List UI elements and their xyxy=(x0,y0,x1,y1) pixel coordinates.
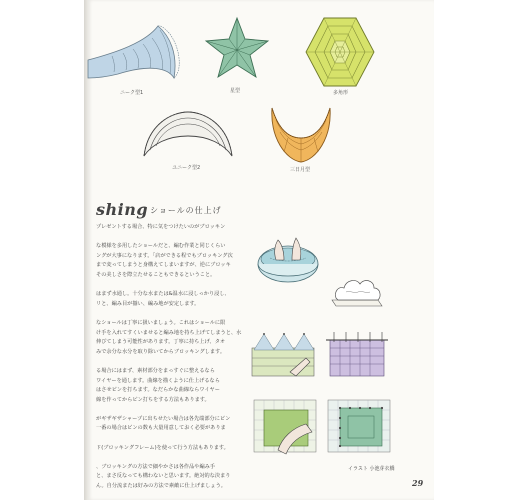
body-line: ワイヤーを通します。曲線を描くように仕上げるなら xyxy=(96,377,220,384)
illustration-credit: イラスト 小池芽衣橋 xyxy=(348,466,395,472)
body-line: まで変ってしまうと身構えてしまいますが、逆にブロッキ xyxy=(96,262,231,269)
body-line: プレゼントする場合、特に気をつけたいのがブロッキン xyxy=(96,224,226,230)
body-line: 一番の場合はピンの数も大量用意しておく必要がありま xyxy=(96,425,226,432)
body-line: 伸びてしまう可能性があります。丁寧に持ち上げ、タオ xyxy=(96,339,226,346)
star-shape-caption: 星型 xyxy=(230,88,241,94)
finishing-heading: shing xyxy=(96,200,149,219)
unique-shape-1-illustration xyxy=(88,22,188,92)
body-paragraph xyxy=(96,223,256,233)
body-line: 、ブロッキングの方法で細やかさは各作品や編み手 xyxy=(96,463,216,470)
unique-shape-2-illustration xyxy=(138,106,238,162)
body-paragraph xyxy=(96,319,256,357)
body-line: な模様を多用したショールだと、編む作業と同じくらい xyxy=(96,243,226,250)
crescent-shape-caption: 三日月型 xyxy=(290,167,311,173)
body-paragraph xyxy=(96,367,256,405)
body-line: ングが大事になります。「店ができる程でもブロッキング次 xyxy=(96,252,233,259)
body-line: はさせピンを打ちます。なだらかな曲線ならワイヤー xyxy=(96,387,220,394)
polygon-shape-illustration xyxy=(302,14,378,90)
body-paragraph xyxy=(96,444,256,454)
crescent-shape-illustration xyxy=(266,98,336,168)
body-paragraph xyxy=(96,242,256,280)
body-paragraph xyxy=(96,290,256,309)
body-line: 線を作ってからピン打ちをする方法もあります。 xyxy=(96,396,210,403)
wire-blocking-illustration xyxy=(324,328,390,380)
finishing-subheading: ショールの仕上げ xyxy=(150,206,222,215)
pinned-edge-illustration xyxy=(250,328,318,380)
towel-press-illustration xyxy=(328,270,386,308)
blocking-board-pinned-illustration xyxy=(326,398,392,454)
body-line: なショールは丁寧に扱いましょう。これはショールに限 xyxy=(96,319,226,326)
body-line: はまず水通し。十分な水または&温水に浸しっかり浸し、 xyxy=(96,291,230,298)
blocking-board-corner-illustration xyxy=(252,398,318,454)
body-line: ん。自分流または好みの方法で素敵に仕上げましょう。 xyxy=(96,483,226,490)
unique-shape-2-caption: ユニーク型2 xyxy=(172,165,201,171)
unique-shape-1-caption: ニーク型1 xyxy=(120,90,144,96)
body-paragraph xyxy=(96,415,256,434)
body-line: リと、編み目が揃い、編み地が安定します。 xyxy=(96,300,200,307)
body-line: け手を入れてすくいませると編み地を持ち上げてしまうと、水 xyxy=(96,329,242,336)
body-line: る場合にはまず、素材部分をまっすぐに整えるなら xyxy=(96,367,215,374)
body-line: と、まさ反なっても構わないと思います。絶対的な決まり xyxy=(96,473,231,480)
page-number: 29 xyxy=(412,478,424,488)
body-paragraph xyxy=(96,463,256,492)
star-shape-illustration xyxy=(203,15,271,85)
body-line: その美しさを際立たせることもできるということ。 xyxy=(96,271,216,278)
body-text xyxy=(96,223,256,492)
body-line: ド(ブロッキングフレーム)を使って行う方法もあります。 xyxy=(96,444,229,451)
polygon-shape-caption: 多角形 xyxy=(333,90,349,96)
body-line: みで余分な水分を取り除いてからブロッキングします。 xyxy=(96,348,226,355)
body-line: がギザギザシャープに出ちせたい場合は各先端部分にピン xyxy=(96,415,231,422)
washing-bowl-illustration xyxy=(256,232,320,288)
